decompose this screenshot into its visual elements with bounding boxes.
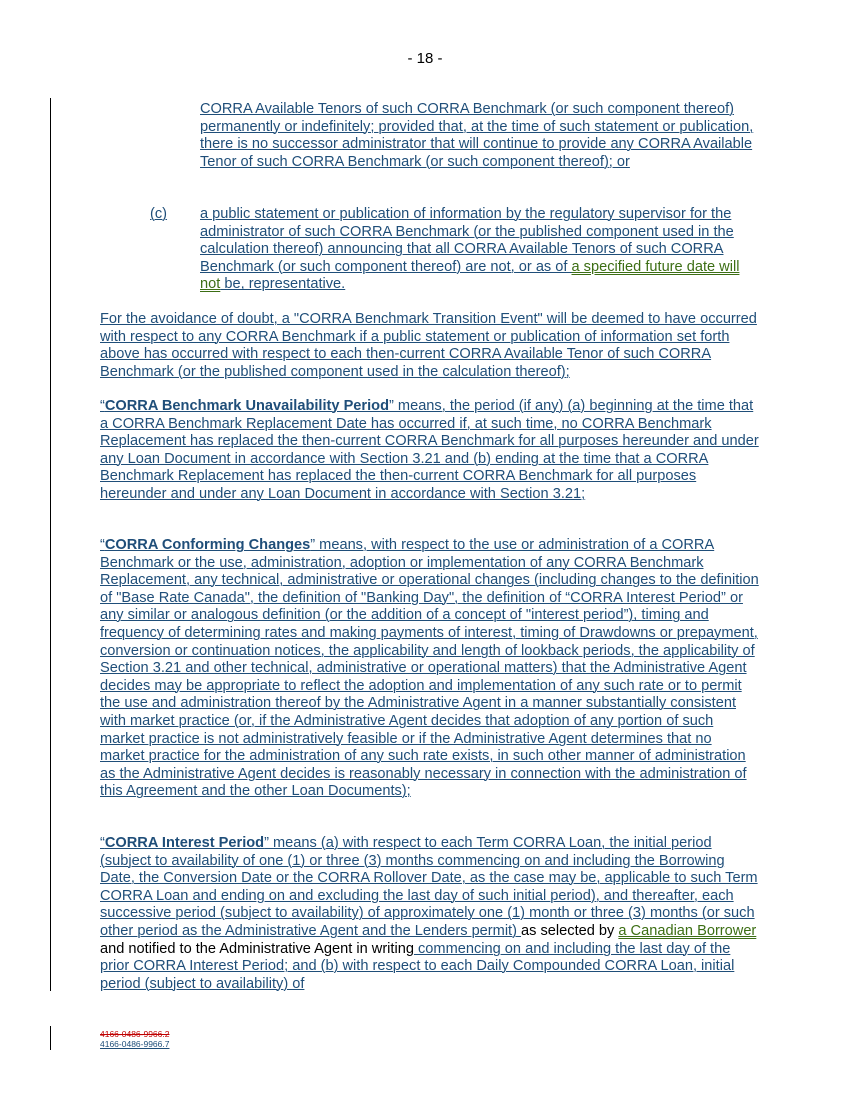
defined-term: CORRA Benchmark Unavailability Period [104,398,389,414]
open-quote: “ [100,398,105,414]
defined-term: CORRA Interest Period [104,835,265,851]
open-quote: “ [100,835,105,851]
avoidance-of-doubt-paragraph [100,311,760,381]
paragraph-top-continuation [200,101,760,171]
definition-body: ” means (a) with respect to each Term CORRA Loan, the initial period (subject to availability of one (1) or three (3) months commencing on and including the Borrowing Date, the Conversion Date or the CORRA Rollover Date, as the case may be, applicable to such Term CORRA Loan and ending on and excluding the last day of such initial period), and thereafter, each successive period (subject to availability) of approximately one (1) month or three (3) months (or such other period as the Administrative Agent and the Lenders permit) [100,835,758,939]
moved-text: a specified future date will not [200,258,740,293]
moved-text: a Canadian Borrower [618,922,757,939]
inserted-text: commencing on and including the last day of the prior CORRA Interest Period; and (b) with respect to each Daily Compounded CORRA Loan, initial period (subject to availability) of [100,940,735,992]
inserted-doc-id: 4166-0486-9966.7 [100,1039,170,1049]
change-bar [50,98,51,991]
clause-c-text [200,206,760,294]
deleted-doc-id: 4166-0486-9966.2 [100,1029,170,1039]
inserted-text: CORRA Available Tenors of such CORRA Benchmark (or such component thereof) permanently or indefinitely; provided that, at the time of such statement or publication, there is no successor administrator that will continue to provide any CORRA Available Tenor of such CORRA Benchmark (or such component thereof); or [200,101,754,170]
definition-body: ” means, the period (if any) (a) beginning at the time that a CORRA Benchmark Replacement Date has occurred if, at such time, no CORRA Benchmark Replacement has replaced the then-current CORRA Benchmark for all purposes hereunder and under any Loan Document in accordance with Section 3.21 and (b) ending at the time that a CORRA Benchmark Replacement has replaced the then-current CORRA Benchmark for all purposes hereunder and under any Loan Document in accordance with Section 3.21; [100,398,759,502]
footer-change-bar [50,1026,51,1050]
inserted-text: a public statement or publication of information by the regulatory supervisor for the administrator of such CORRA Benchmark (or the published component used in the calculation thereof) announcing that all CORRA Available Tenors of such CORRA Benchmark (or such component thereof) are not, or as of [200,206,734,275]
clause-c-label: (c) [150,206,168,222]
unchanged-text: as selected by [521,922,619,939]
inserted-text: be, representative. [220,276,346,293]
defined-term: CORRA Conforming Changes [104,537,311,553]
unchanged-text: and notified to the Administrative Agent in writing [100,940,414,957]
definition-benchmark-unavailability-period [100,398,760,504]
definition-conforming-changes [100,537,760,801]
inserted-text: For the avoidance of doubt, a "CORRA Benchmark Transition Event" will be deemed to have occurred with respect to any CORRA Benchmark if a public statement or publication of information set forth above has occurred with respect to each then-current CORRA Available Tenor of such CORRA Benchmark (or the published component used in the calculation thereof); [100,311,757,380]
definition-body: ” means, with respect to the use or administration of a CORRA Benchmark or the use, administration, adoption or implementation of any CORRA Benchmark Replacement, any technical, administrative or operational changes (including changes to the definition of "Base Rate Canada", the definition of "Banking Day", the definition of “CORRA Interest Period” or any similar or analogous definition (or the addition of a concept of "interest period”), timing and frequency of determining rates and making payments of interest, timing of Drawdowns or prepayment, conversion or continuation notices, the applicability and length of lookback periods, the applicability of Section 3.21 and other technical, administrative or operational matters) that the Administrative Agent decides may be appropriate to reflect the adoption and implementation of any such rate or to permit the use and administration thereof by the Administrative Agent in a manner substantially consistent with market practice (or, if the Administrative Agent decides that adoption of any portion of such market practice is not administratively feasible or if the Administrative Agent determines that no market practice for the administration of any such rate exists, in such other manner of administration as the Administrative Agent decides is reasonably necessary in connection with the administration of this Agreement and the other Loan Documents); [100,537,759,800]
open-quote: “ [100,537,105,553]
definition-interest-period [100,835,760,993]
page-number: - 18 - [407,50,443,67]
document-id-footer [100,1029,169,1049]
